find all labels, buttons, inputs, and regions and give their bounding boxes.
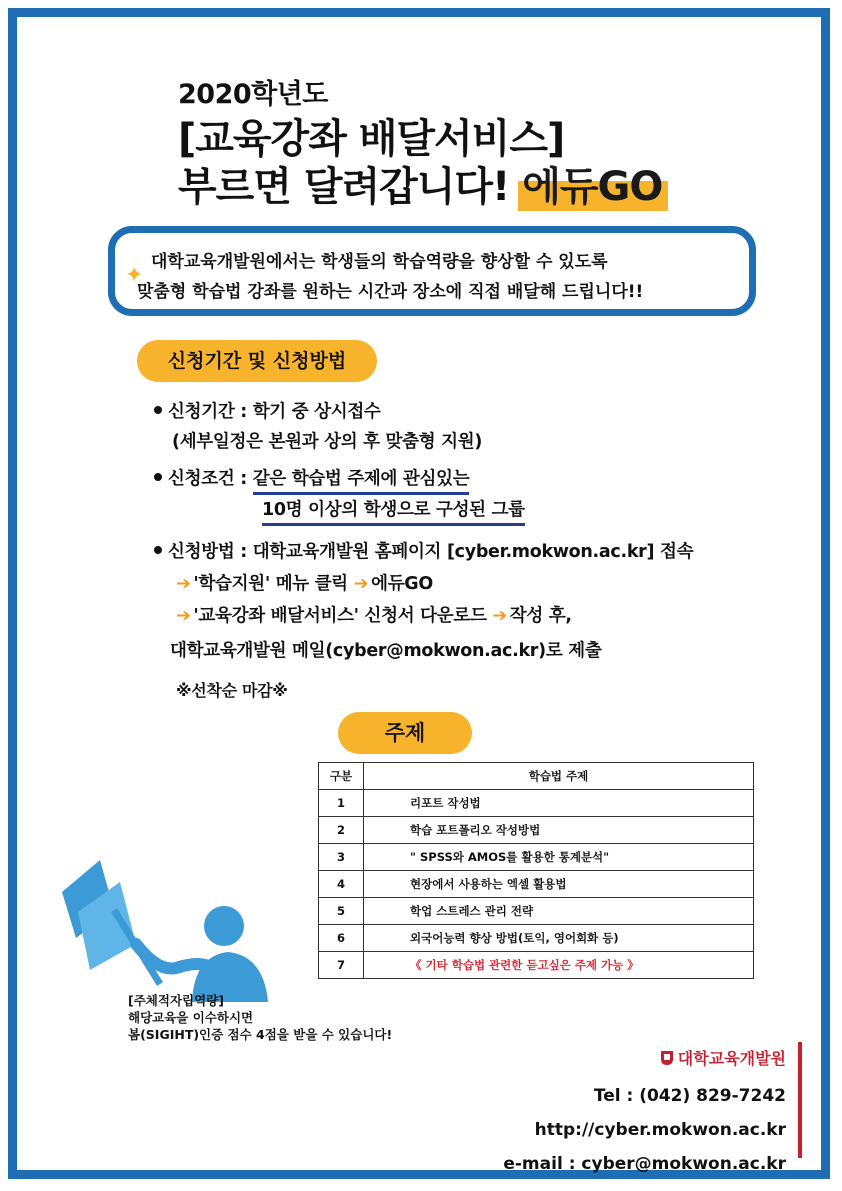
apply-period	[154, 398, 381, 423]
row-topic: 《 기타 학습법 관련한 듣고싶은 주제 가능 》	[364, 952, 754, 979]
sparkle-icon: ✦	[125, 263, 144, 288]
arrow-right-icon: ➔	[176, 606, 191, 626]
step2-write: 작성 후,	[509, 606, 572, 626]
arrow-right-icon: ➔	[353, 574, 369, 594]
bullet-icon	[154, 473, 162, 481]
title-block	[178, 72, 662, 211]
org-name	[503, 1046, 786, 1069]
row-topic: 리포트 작성법	[364, 790, 754, 817]
bullet-icon	[154, 406, 162, 414]
apply-method-step2	[176, 602, 572, 627]
title-edugo-highlight: 에듀GO	[522, 164, 663, 210]
table-header-topic: 학습법 주제	[364, 763, 754, 790]
row-number: 6	[319, 925, 364, 952]
contact-block	[503, 1046, 786, 1181]
apply-condition-line1: 같은 학습법 주제에 관심있는	[253, 469, 470, 495]
title-year: 2020학년도	[178, 79, 328, 110]
row-topic: 학업 스트레스 관리 전략	[364, 898, 754, 925]
table-row	[319, 790, 754, 817]
title-line2	[178, 163, 662, 211]
intro-box	[108, 226, 756, 316]
apply-method-submit: 대학교육개발원 메일(cyber@mokwon.ac.kr)로 제출	[170, 641, 602, 661]
step1-menu: '학습지원' 메뉴 클릭	[193, 574, 348, 594]
apply-condition-label: 신청조건 :	[168, 469, 253, 489]
row-number: 3	[319, 844, 364, 871]
competency-line1: [주체적자립역량]	[128, 993, 224, 1008]
step2-download: '교육강좌 배달서비스' 신청서 다운로드	[193, 606, 487, 626]
table-row	[319, 871, 754, 898]
apply-condition	[154, 465, 469, 490]
contact-url[interactable]: http://cyber.mokwon.ac.kr	[534, 1120, 786, 1140]
step1-edugo: 에듀GO	[371, 574, 433, 594]
competency-line3: 봄(SIGIHT)인증 점수 4점을 받을 수 있습니다!	[128, 1027, 393, 1042]
apply-period-text: 신청기간 : 학기 중 상시접수	[168, 402, 381, 422]
apply-condition-line2-wrap	[262, 496, 525, 521]
university-logo-icon	[660, 1050, 674, 1066]
table-row	[319, 898, 754, 925]
row-topic: 학습 포트폴리오 작성방법	[364, 817, 754, 844]
org-name-text: 대학교육개발원	[677, 1049, 786, 1068]
table-row	[319, 817, 754, 844]
bullet-icon	[154, 546, 162, 554]
contact-email[interactable]: e-mail : cyber@mokwon.ac.kr	[503, 1154, 786, 1174]
arrow-right-icon: ➔	[176, 574, 191, 594]
table-row	[319, 844, 754, 871]
topic-table	[318, 762, 754, 979]
row-number: 4	[319, 871, 364, 898]
row-topic: 현장에서 사용하는 엑셀 활용법	[364, 871, 754, 898]
arrow-right-icon: ➔	[492, 606, 507, 626]
apply-method-text: 신청방법 : 대학교육개발원 홈페이지 [cyber.mokwon.ac.kr] 접속	[168, 542, 694, 562]
row-number: 7	[319, 952, 364, 979]
apply-method-step1	[176, 570, 433, 595]
row-number: 2	[319, 817, 364, 844]
topic-section-heading: 주제	[338, 712, 472, 754]
flag-person-icon	[52, 852, 322, 1002]
apply-method	[154, 538, 693, 563]
table-header-no: 구분	[319, 763, 364, 790]
row-number: 1	[319, 790, 364, 817]
competency-note	[128, 992, 392, 1043]
apply-period-note: (세부일정은 본원과 상의 후 맞춤형 지원)	[172, 432, 483, 452]
row-topic: " SPSS와 AMOS를 활용한 통계분석"	[364, 844, 754, 871]
row-topic: 외국어능력 향상 방법(토익, 영어회화 등)	[364, 925, 754, 952]
table-header-row	[319, 763, 754, 790]
deadline-note: ※선착순 마감※	[176, 681, 288, 700]
contact-divider	[798, 1042, 802, 1158]
apply-condition-line2: 10명 이상의 학생으로 구성된 그룹	[262, 500, 525, 526]
contact-tel: Tel : (042) 829-7242	[593, 1086, 786, 1106]
competency-line2: 해당교육을 이수하시면	[128, 1010, 254, 1025]
table-row	[319, 952, 754, 979]
table-row	[319, 925, 754, 952]
apply-section-heading: 신청기간 및 신청방법	[137, 340, 377, 382]
intro-line1: 대학교육개발원에서는 학생들의 학습역량을 향상할 수 있도록	[151, 252, 608, 272]
row-number: 5	[319, 898, 364, 925]
title-line1: [교육강좌 배달서비스]	[178, 116, 565, 162]
intro-line2: 맞춤형 학습법 강좌를 원하는 시간과 장소에 직접 배달해 드립니다!!	[137, 282, 644, 302]
title-line2-prefix: 부르면 달려갑니다!	[178, 164, 510, 210]
